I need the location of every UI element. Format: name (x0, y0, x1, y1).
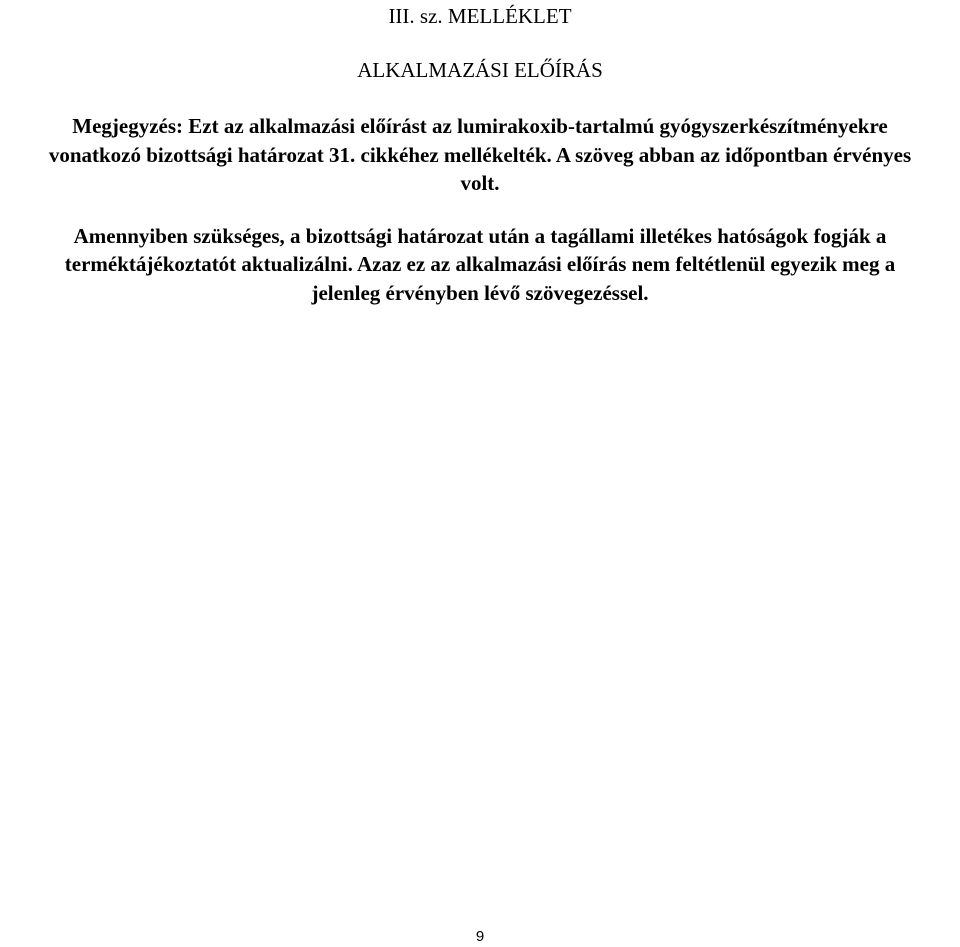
paragraph-line-3: jelenleg érvényben lévő szövegezéssel. (311, 281, 649, 305)
paragraph-line-2: terméktájékoztatót aktualizálni. Azaz ez az alkalmazási előírás nem feltétlenül egyezik meg a (64, 252, 896, 276)
note-line-3: volt. (460, 171, 500, 195)
note-line-2: vonatkozó bizottsági határozat 31. cikkéhez mellékelték. A szöveg abban az időpontban érvényes (48, 143, 912, 167)
document-title: ALKALMAZÁSI ELŐÍRÁS (357, 58, 603, 82)
page-number: 9 (475, 928, 485, 945)
paragraph-line-1: Amennyiben szükséges, a bizottsági határozat után a tagállami illetékes hatóságok fogják a (73, 224, 887, 248)
note-line-1: Megjegyzés: Ezt az alkalmazási előírást az lumirakoxib-tartalmú gyógyszerkészítményekre (72, 114, 888, 138)
annex-title: III. sz. MELLÉKLET (388, 4, 572, 28)
